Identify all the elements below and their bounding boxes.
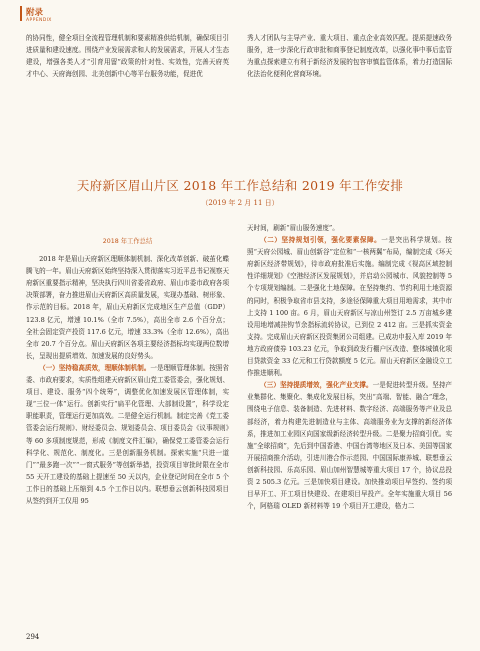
right-paragraph-2-body: 一是促进转型升级。坚持产业集群化、集聚化、集成化发展目标，突出“高端、智能、融合”理念，围绕电子信息、装备制造、先进材料、数字经济、高端服务等产业及总部经济，着力构建先进制造业与主体、高端服务业为支撑的新经济体系，推进加工业园区向国家级新经济转型升级。二是聚力招商引优。实施“全球招商”，先后到中国香港、中国台湾等地区及日本、美国等国家开展招商推介活动，引进川港合作示范园、中国国际康养城、联想垂云创新科技园、乐高乐园、眉山加州智慧城等重大项目 17 个，协议总投资 2 505.3 亿元。三是加快项目建设。加快推动项目早签约、签约项目早开工、开工项目快建设、在建项目早投产。全年实施重大项目 56 个，阿格瑞 OLED 新材料等 19 个项目开工建设，格力二	[247, 381, 452, 511]
top-right-column	[247, 32, 452, 80]
left-paragraph-2-body: 一是理顺管理体制。按照省委、市政府要求，实质性组建天府新区眉山党工委管委会，强化规划、项目、建设、服务“四个统筹”，调整优化加速发展区管理体制，实现“三位一体”运行。创新实行“扁平化管理、大部制设置”，科学设定职能职责，管理运行更加高效。二是健全运行机制。制定完善《党工委管委会运行规则》、财经委员会、规划委员会、项目委员会《议事规则》等 60 多项制度规范，形成《制度文件汇编》，确保党工委管委会运行科学化、规范化、制度化。三是创新服务机制。探索实施“只进一道门”“最多跑一次”“一窗式服务”等创新举措，投资项目审批时限在全市 55 天开工建设的基础上提速至 50 天以内，企业登记时间在全市 5 个工作日的基础上压缩到 4.5 个工作日以内。联想垂云创新科技园项目从签约到开工仅用 95	[26, 363, 229, 505]
header-rule	[20, 6, 22, 21]
section-title: 天府新区眉山片区 2018 年工作总结和 2019 年工作安排	[76, 178, 404, 193]
right-paragraph-0: 天时间，刷新“眉山服务速度”。	[247, 224, 339, 232]
header-subtitle: APPENDIX	[26, 18, 52, 23]
left-column	[26, 236, 229, 507]
right-paragraph-1	[247, 234, 452, 379]
section-date: （2019 年 2 月 11 日）	[201, 199, 279, 207]
right-paragraph-1-body: 一是突出科学规划。按照“天府公园城、眉山创新谷”定位和“一核两翼”布局，编制完成《环天府新区经济带规划》，待市政府批准后实施。编制完成《视高区域控制性详细规划》《空港经济区发展规划》，并启动公园城市、风貌控制等 5 个专项规划编制。二是强化土地保障。在坚持集约、节约利用土地资源的同时，积极争取省市县支持，多途径保障重大项目用地需求，其中市上支持 1 100 亩。6 月，眉山天府新区与凉山州签订 2.5 万亩城乡建设用地增减挂钩节余指标流转协议，已到位 2 412 亩。三是抓实资金支持。完成眉山天府新区投资集团公司组建。已成功申报入库 2019 年地方政府债券 103.23 亿元，争取到政发行棚户区改造、整体城镇化项目贷款资金 33 亿元和工行贷款额度 5 亿元。眉山天府新区金融设立工作推进顺利。	[247, 236, 452, 378]
right-paragraph-1-lead: （二）坚持规划引领，强化要素保障。	[260, 236, 382, 245]
running-header	[26, 8, 52, 23]
left-paragraph-2-lead: （一）坚持稳高质效，理顺体制机制。	[39, 363, 151, 372]
subheading: 2018 年工作总结	[102, 238, 153, 245]
header-title: 附录	[26, 8, 44, 18]
left-paragraph-1: 2018 年是眉山天府新区理顺体制机制、深化改革创新、破茧化蝶腾飞的一年。眉山天府新区始终坚持深入贯彻落实习近平总书记视察天府新区重要指示精神，坚决执行四川省委省政府、眉山市委市政府各项决策部署，奋力推进眉山天府新区高质量发展，实现办基础、树形象、作示范的目标。2018 年，眉山天府新区完成地区生产总值（GDP）123.8 亿元，增速 10.1%（全市 7.5%），高出全市 2.6 个百分点；全社会固定资产投资 117.6 亿元，增速 33.3%（全市 12.6%），高出全市 20.7 个百分点。眉山天府新区各项主要经济指标均实现两位数增长，呈现出提质增效、加速发展的良好势头。	[26, 255, 229, 360]
top-left-column	[26, 32, 229, 80]
left-paragraph-2	[26, 362, 229, 507]
page-number: 294	[26, 633, 40, 641]
top-right-text: 秀人才团队与主导产业、重大项目、重点企业高效匹配。提质提速政务服务，进一步深化行政审批和商事登记制度改革，以强化事中事后监管为重点探索建立有利于新经济发展的包容审慎监管体系，着力打造国际化法治化便利化营商环境。	[247, 34, 452, 79]
top-left-text: 的协同性，健全项目全流程管理机制和要素精准供给机制，确保项目引进质量和建设速度。围绕产业发展需求和人的发展需求，开展人才生态建设，增强各类人才“引育用留”政策的针对性、实效性，完善天府英才中心、天府海创园、北美创新中心等平台服务功能，促进优	[26, 34, 229, 79]
right-paragraph-2-lead: （三）坚持提质增效，强化产业支撑。	[260, 381, 373, 390]
right-paragraph-2	[247, 379, 452, 512]
right-column	[247, 222, 452, 512]
